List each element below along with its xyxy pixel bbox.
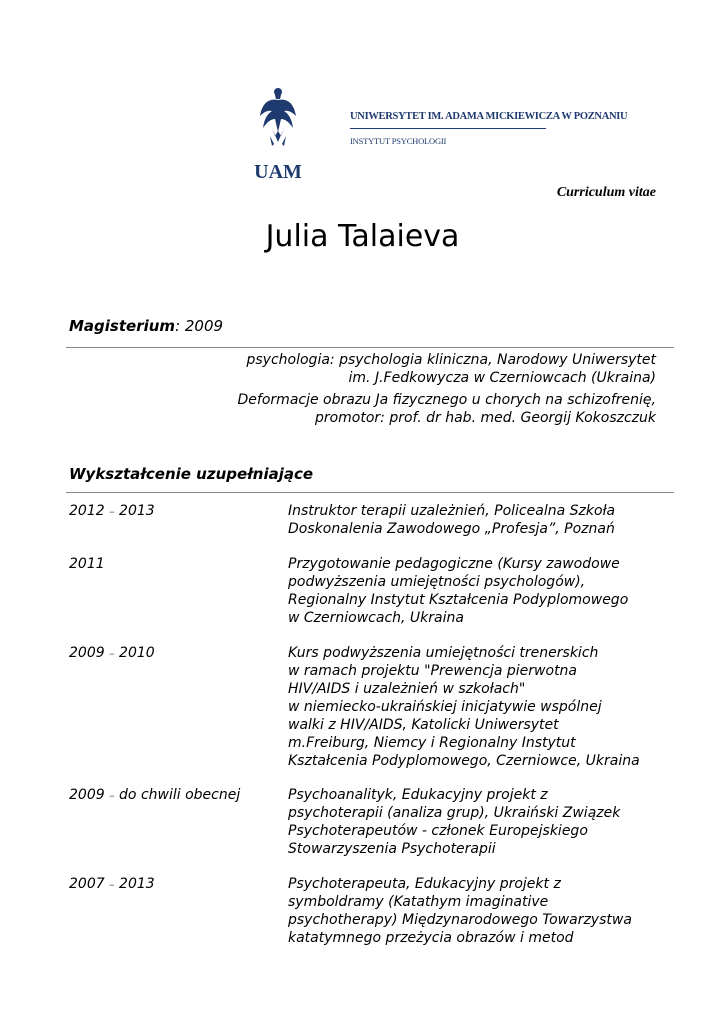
magisterium-details bbox=[176, 351, 656, 431]
entry-description: Kurs podwyższenia umiejętności trenerskich w ramach projektu "Prewencja pierwotna HIV/AIDS i uzależnień w szkołach" w niemiecko-ukraińskiej inicjatywie wspólnej walki z HIV/AIDS, Katolicki Uniwersytet m.Freiburg, Niemcy i Regionalny Instytut Kształcenia Podyplomowego, Czerniowce, Ukraina bbox=[288, 645, 640, 769]
magisterium-year: : 2009 bbox=[175, 317, 224, 335]
entry-date: 2011 bbox=[69, 556, 105, 572]
detail-line: promotor: prof. dr hab. med. Georgij Kokoszczuk bbox=[314, 410, 656, 426]
logo-text: UAM bbox=[254, 161, 302, 183]
detail-line: Deformacje obrazu Ja fizycznego u chorych na schizofrenię, bbox=[237, 392, 656, 408]
entry-description: Psychoanalityk, Edukacyjny projekt z psychoterapii (analiza grup), Ukraiński Związek Psychoterapeutów - członek Europejskiego Stowarzyszenia Psychoterapii bbox=[288, 787, 621, 857]
institute-name: INSTYTUT PSYCHOLOGII bbox=[350, 136, 447, 146]
degree-field bbox=[176, 351, 656, 387]
uam-logo bbox=[254, 84, 302, 183]
detail-line: im. J.Fedkowycza w Czerniowcach (Ukraina) bbox=[348, 370, 656, 386]
university-underline bbox=[350, 128, 546, 129]
thesis-info bbox=[176, 391, 656, 427]
education-heading: Wykształcenie uzupełniające bbox=[69, 465, 314, 483]
section-divider bbox=[66, 492, 674, 493]
university-name: UNIWERSYTET IM. ADAMA MICKIEWICZA W POZNANIU bbox=[350, 111, 628, 122]
magisterium-label: Magisterium bbox=[69, 317, 176, 335]
entry-description: Instruktor terapii uzależnień, Policealna Szkoła Doskonalenia Zawodowego „Profesja”, Poznań bbox=[288, 503, 616, 537]
entry-description: Psychoterapeuta, Edukacyjny projekt z symboldramy (Katathym imaginative psychotherapy) Międzynarodowego Towarzystwa katatymnego przeżycia obrazów i metod bbox=[288, 876, 632, 946]
entry-date: 2009 – 2010 bbox=[69, 645, 155, 661]
entry-date: 2012 – 2013 bbox=[69, 503, 155, 519]
person-name: Julia Talaieva bbox=[265, 219, 460, 254]
section-divider bbox=[66, 347, 674, 348]
entry-description: Przygotowanie pedagogiczne (Kursy zawodowe podwyższenia umiejętności psychologów), Regionalny Instytut Kształcenia Podyplomowego w Czerniowcach, Ukraina bbox=[288, 556, 629, 626]
document-type-label: Curriculum vitae bbox=[556, 185, 656, 200]
magisterium-heading bbox=[69, 317, 223, 335]
detail-line: psychologia: psychologia kliniczna, Narodowy Uniwersytet bbox=[246, 352, 656, 368]
entry-date: 2007 – 2013 bbox=[69, 876, 155, 892]
entry-date: 2009 – do chwili obecnej bbox=[69, 787, 241, 803]
